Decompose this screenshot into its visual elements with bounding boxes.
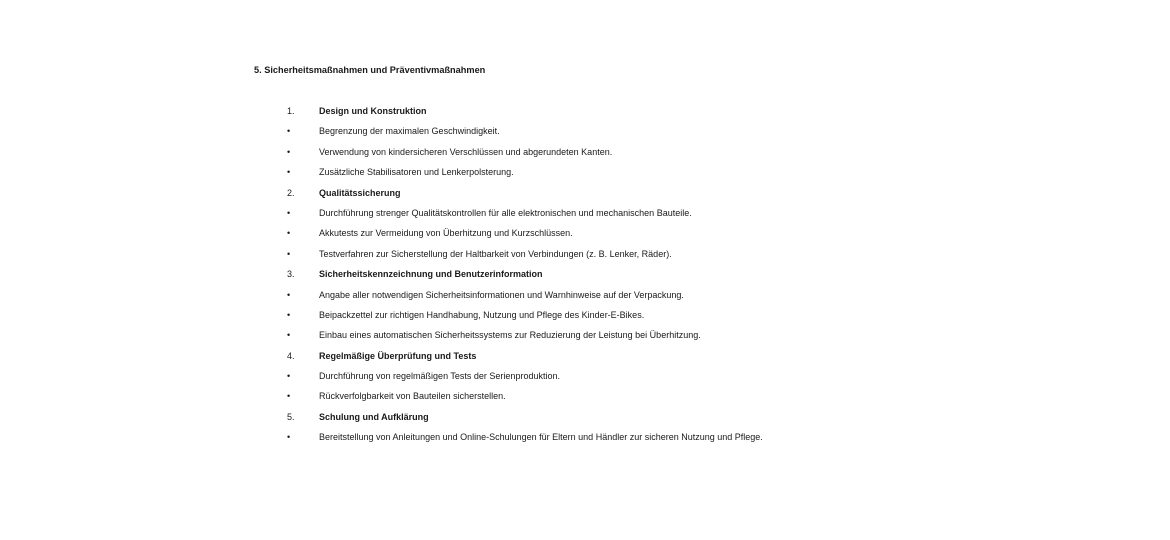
list-item: [0, 206, 1170, 226]
bullet-icon: •: [287, 228, 291, 239]
list-item-text: Bereitstellung von Anleitungen und Online-Schulungen für Eltern und Händler zur sicheren Nutzung und Pflege.: [319, 432, 763, 443]
measures-list: [0, 104, 1170, 451]
list-item-text: Zusätzliche Stabilisatoren und Lenkerpolsterung.: [319, 167, 514, 178]
bullet-icon: •: [287, 167, 291, 178]
bullet-icon: •: [287, 289, 291, 300]
bullet-icon: •: [287, 432, 291, 443]
list-heading: [0, 349, 1170, 369]
list-item-text: Angabe aller notwendigen Sicherheitsinformationen und Warnhinweise auf der Verpackung.: [319, 289, 684, 300]
list-item-text: Rückverfolgbarkeit von Bauteilen sicherstellen.: [319, 391, 506, 402]
section-title: 5. Sicherheitsmaßnahmen und Präventivmaßnahmen: [254, 65, 486, 75]
list-heading: [0, 104, 1170, 124]
bullet-icon: •: [287, 371, 291, 382]
list-item: [0, 430, 1170, 450]
list-number: 5.: [287, 411, 295, 422]
list-heading: [0, 410, 1170, 430]
list-item-text: Beipackzettel zur richtigen Handhabung, Nutzung und Pflege des Kinder-E-Bikes.: [319, 309, 645, 320]
list-item: [0, 247, 1170, 267]
bullet-icon: •: [287, 146, 291, 157]
list-item-text: Durchführung von regelmäßigen Tests der Serienproduktion.: [319, 371, 560, 382]
bullet-icon: •: [287, 126, 291, 137]
list-item-text: Einbau eines automatischen Sicherheitssystems zur Reduzierung der Leistung bei Überhitzung.: [319, 330, 701, 341]
bullet-icon: •: [287, 391, 291, 402]
bullet-icon: •: [287, 207, 291, 218]
list-number: 1.: [287, 106, 295, 116]
list-item: [0, 226, 1170, 246]
list-item: [0, 124, 1170, 144]
list-number: 3.: [287, 269, 295, 280]
list-item-text: Akkutests zur Vermeidung von Überhitzung und Kurzschlüssen.: [319, 228, 573, 239]
bullet-icon: •: [287, 248, 291, 259]
list-heading-text: Design und Konstruktion: [319, 106, 427, 116]
list-item: [0, 288, 1170, 308]
list-heading-text: Regelmäßige Überprüfung und Tests: [319, 350, 477, 361]
list-item: [0, 328, 1170, 348]
list-number: 4.: [287, 350, 295, 361]
list-item-text: Begrenzung der maximalen Geschwindigkeit.: [319, 126, 500, 137]
list-heading-text: Sicherheitskennzeichnung und Benutzerinformation: [319, 269, 543, 280]
list-number: 2.: [287, 187, 295, 198]
list-item-text: Verwendung von kindersicheren Verschlüssen und abgerundeten Kanten.: [319, 146, 613, 157]
list-heading-text: Schulung und Aufklärung: [319, 411, 429, 422]
bullet-icon: •: [287, 330, 291, 341]
bullet-icon: •: [287, 309, 291, 320]
list-item: [0, 165, 1170, 185]
list-item-text: Testverfahren zur Sicherstellung der Haltbarkeit von Verbindungen (z. B. Lenker, Räder).: [319, 248, 672, 259]
list-heading: [0, 267, 1170, 287]
list-item-text: Durchführung strenger Qualitätskontrollen für alle elektronischen und mechanischen Bauteile.: [319, 207, 692, 218]
list-item: [0, 389, 1170, 409]
list-heading: [0, 186, 1170, 206]
list-item: [0, 308, 1170, 328]
list-item: [0, 145, 1170, 165]
list-heading-text: Qualitätssicherung: [319, 187, 401, 198]
list-item: [0, 369, 1170, 389]
